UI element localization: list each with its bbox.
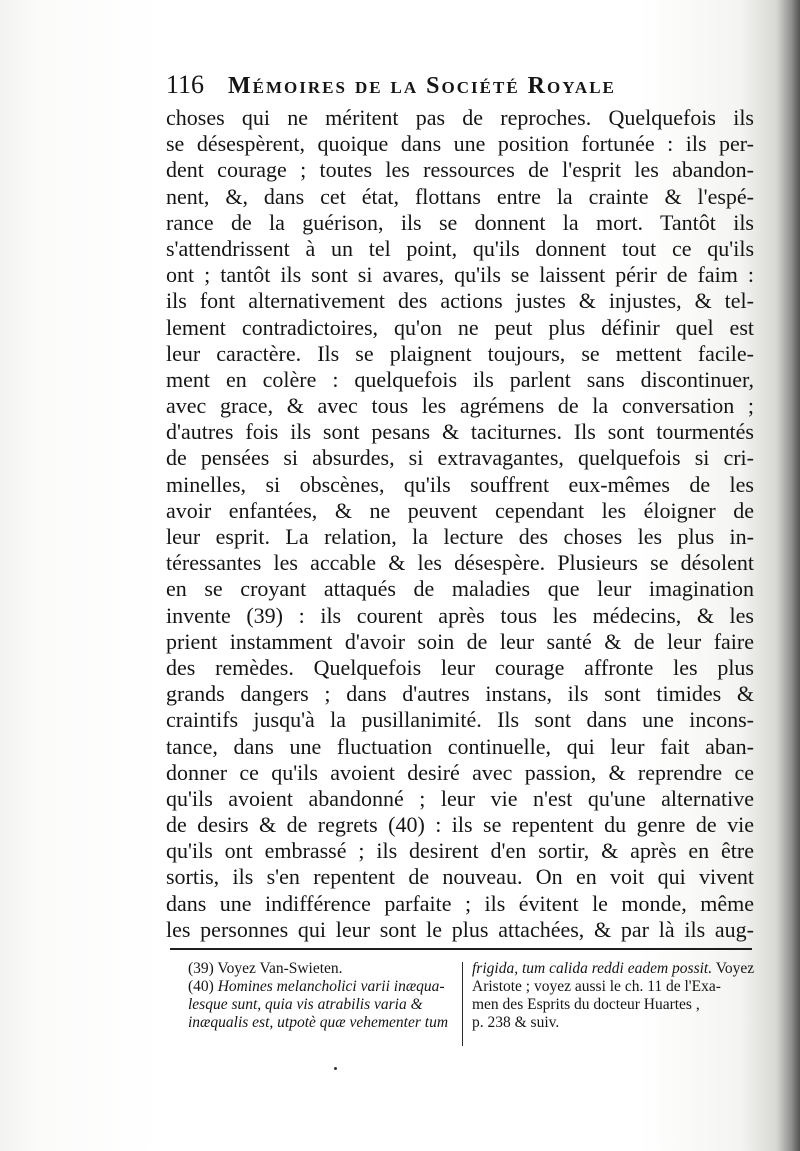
text-line: avoir enfantées, & ne peuvent cependant les éloigner de	[166, 497, 754, 523]
page-number: 116	[166, 70, 205, 99]
running-head	[166, 70, 686, 100]
body-text	[166, 105, 754, 943]
footnote-latin: frigida, tum calida reddi eadem possit.	[472, 960, 713, 977]
text-line: choses qui ne méritent pas de reproches. Quelquefois ils	[166, 105, 754, 130]
text-line: en se croyant attaqués de maladies que leur imagination	[166, 576, 754, 602]
text-line: des remèdes. Quelquefois leur courage affronte les plus	[166, 654, 754, 680]
text-line: rance de la guérison, ils se donnent la mort. Tantôt ils	[166, 209, 754, 235]
text-line: invente (39) : ils courent après tous les médecins, & les	[166, 602, 754, 628]
text-line: qu'ils ont embrassé ; ils desirent d'en sortir, & après en être	[166, 838, 754, 864]
text-line: minelles, si obscènes, qu'ils souffrent eux-mêmes de les	[166, 471, 754, 497]
footnote-40-continued: Aristote ; voyez aussi le ch. 11 de l'Exa-	[472, 978, 721, 995]
page-edge-shadow	[778, 0, 800, 1151]
text-line: d'autres fois ils sont pesans & taciturnes. Ils sont tourmentés	[166, 419, 754, 445]
text-line: de desirs & de regrets (40) : ils se repentent du genre de vie	[166, 812, 754, 838]
text-line: lement contradictoires, qu'on ne peut plus définir quel est	[166, 314, 754, 340]
footnote-column-divider	[462, 962, 463, 1046]
text-line: leur caractère. Ils se plaignent toujours, se mettent facile-	[166, 340, 754, 366]
text-line: leur esprit. La relation, la lecture des choses les plus in-	[166, 524, 754, 549]
text-line: les personnes qui leur sont le plus attachées, & par là ils aug-	[166, 916, 754, 942]
text-line: ils font alternativement des actions justes & injustes, & tel-	[166, 288, 754, 314]
text-line: tance, dans une fluctuation continuelle, qui leur fait aban-	[166, 733, 754, 759]
footnotes-left-column	[188, 960, 456, 1032]
text-line: se désespèrent, quoique dans une position fortunée : ils per-	[166, 131, 754, 157]
text-line: ont ; tantôt ils sont si avares, qu'ils se laissent périr de faim :	[166, 262, 754, 288]
text-line: dans une indifférence parfaite ; ils évitent le monde, même	[166, 890, 754, 916]
footnote-number: (39)	[188, 960, 218, 977]
text-line: téressantes les accable & les désespère. Plusieurs se désolent	[166, 550, 754, 576]
footnote-40	[188, 978, 456, 996]
footnote-40-continued: men des Esprits du docteur Huartes ,	[472, 996, 700, 1013]
footnote-text: Homines melancholici varii inæqua-	[217, 978, 445, 995]
footnote-rule	[170, 948, 752, 950]
text-line: s'attendrissent à un tel point, qu'ils donnent tout ce qu'ils	[166, 235, 754, 261]
text-line: craintifs jusqu'à la pusillanimité. Ils sont dans une incons-	[166, 707, 754, 733]
text-line: dent courage ; toutes les ressources de l'esprit les abandon-	[166, 157, 754, 183]
paper-speck	[334, 1067, 337, 1070]
text-line: grands dangers ; dans d'autres instans, ils sont timides &	[166, 681, 754, 707]
footnote-39	[188, 960, 456, 978]
text-line: avec grace, & avec tous les agrémens de la conversation ;	[166, 393, 754, 419]
footnote-40-continued	[472, 960, 756, 978]
footnote-text: Voyez	[712, 960, 755, 977]
footnote-number: (40)	[188, 978, 218, 995]
text-line: prient instamment d'avoir soin de leur santé & de leur faire	[166, 628, 754, 654]
footnote-text: Voyez Van-Swieten.	[217, 960, 343, 977]
footnote-40-continued: inæqualis est, utpotè quæ vehementer tum	[188, 1014, 449, 1031]
text-line: donner ce qu'ils avoient desiré avec passion, & reprendre ce	[166, 759, 754, 785]
text-line: sortis, ils s'en repentent de nouveau. On en voit qui vivent	[166, 864, 754, 890]
footnotes-right-column	[472, 960, 756, 1032]
footnote-40-continued: lesque sunt, quia vis atrabilis varia &	[188, 996, 423, 1013]
text-line: ment en colère : quelquefois ils parlent sans discontinuer,	[166, 366, 754, 392]
text-line: nent, &, dans cet état, flottans entre la crainte & l'espé-	[166, 183, 754, 209]
text-line: qu'ils avoient abandonné ; leur vie n'est qu'une alternative	[166, 785, 754, 811]
footnote-40-continued: p. 238 & suiv.	[472, 1014, 560, 1031]
running-title: Mémoires de la Société Royale	[228, 73, 616, 99]
text-line: de pensées si absurdes, si extravagantes, quelquefois si cri-	[166, 445, 754, 471]
